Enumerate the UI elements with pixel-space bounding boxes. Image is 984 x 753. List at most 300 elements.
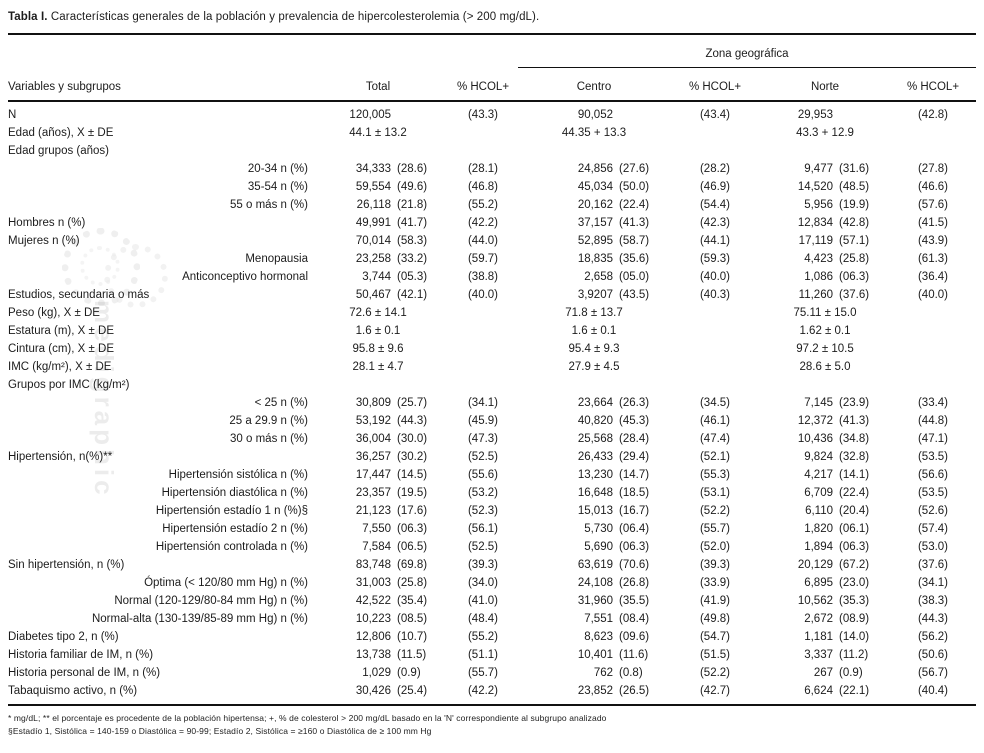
cell-centro [518,268,670,286]
cell-centro [518,286,670,304]
cell-norte-hcol: (33.4) [917,397,949,409]
table-row [8,124,976,142]
cell-centro [518,376,670,394]
cell-norte-percent: (06.1) [839,523,870,535]
cell-centro-hcol: (34.5) [699,397,731,409]
cell-centro-hcol: (53.1) [699,487,731,499]
row-label: Historia familiar de IM, n (%) [8,649,154,661]
cell-total-value: 70,014 [355,235,391,247]
cell-centro-value: 762 [593,667,613,679]
cell-total-hcol: (48.4) [467,613,499,625]
cell-norte [760,520,890,538]
row-label: 35-54 n (%) [247,181,308,193]
cell-total-hcol: (59.7) [467,253,499,265]
cell-norte-value: 6,624 [804,685,833,697]
cell-norte-percent: (08.9) [839,613,870,625]
cell-norte [760,268,890,286]
row-label: Estatura (m), X ± DE [8,325,114,337]
cell-total-value: 13,738 [355,649,391,661]
cell-total-hcol: (41.0) [467,595,499,607]
cell-norte-hcol: (37.6) [917,559,949,571]
cell-norte-hcol: (44.3) [917,613,949,625]
cell-centro [518,232,670,250]
cell-total [308,394,448,412]
cell-total-hcol [448,304,518,322]
cell-norte [760,592,890,610]
cell-norte-percent: (06.3) [839,541,870,553]
row-label: Mujeres n (%) [8,235,80,247]
cell-centro [518,484,670,502]
cell-total-percent: (25.4) [397,685,428,697]
cell-norte [760,286,890,304]
cell-norte-value: 1,181 [804,631,833,643]
table-row [8,466,976,484]
cell-norte-hcol: (56.2) [917,631,949,643]
cell-centro-hcol [670,142,760,160]
cell-norte-percent: (31.6) [839,163,870,175]
cell-centro [518,520,670,538]
cell-norte-value: 1,820 [804,523,833,535]
cell-total-value: 50,467 [355,289,391,301]
cell-centro-percent: (08.4) [619,613,650,625]
cell-centro-percent: (14.7) [619,469,650,481]
cell-centro-hcol [670,340,760,358]
cell-norte [760,106,890,124]
table-row [8,358,976,376]
row-label: 30 o más n (%) [230,433,308,445]
cell-total: 1.6 ± 0.1 [355,325,401,337]
cell-norte-percent: (0.9) [839,667,863,679]
column-header-variables: Variables y subgrupos [8,81,121,93]
cell-total [308,142,448,160]
cell-norte: 97.2 ± 10.5 [796,343,854,355]
cell-total-percent: (44.3) [397,415,428,427]
cell-total [308,466,448,484]
row-label: 55 o más n (%) [230,199,308,211]
cell-total-hcol [448,142,518,160]
cell-centro [518,610,670,628]
cell-norte [760,430,890,448]
cell-norte-hcol: (56.7) [917,667,949,679]
cell-centro-hcol: (33.9) [699,577,731,589]
cell-centro-value: 25,568 [577,433,613,445]
table-row [8,502,976,520]
cell-norte [760,250,890,268]
cell-total: 95.8 ± 9.6 [352,343,404,355]
table-row [8,448,976,466]
cell-norte: 43.3 + 12.9 [796,127,854,139]
cell-total-percent [397,106,448,124]
cell-centro [518,466,670,484]
cell-centro [518,646,670,664]
cell-total-value: 7,550 [362,523,391,535]
cell-norte-hcol: (44.8) [917,415,949,427]
cell-norte-value: 12,372 [797,415,833,427]
cell-centro-value: 13,230 [577,469,613,481]
cell-centro-hcol: (41.9) [699,595,731,607]
cell-total-percent: (42.1) [397,289,428,301]
cell-norte-hcol [890,358,976,376]
cell-centro-percent: (06.3) [619,541,650,553]
cell-norte-percent: (23.9) [839,397,870,409]
cell-total-hcol: (52.5) [467,451,499,463]
cell-norte [760,556,890,574]
row-label: Hombres n (%) [8,217,86,229]
cell-centro-percent: (06.4) [619,523,650,535]
cell-centro-value: 26,433 [577,451,613,463]
cell-total [308,286,448,304]
footnote-line: * mg/dL; ** el porcentaje es procedente de la población hipertensa; +, % de colesterol > 200 mg/dL basado en la 'N' correspondiente al subgrupo analizado [8,713,607,723]
cell-norte [760,232,890,250]
cell-total-percent: (06.5) [397,541,428,553]
cell-total [308,178,448,196]
cell-total: 44.1 ± 13.2 [349,127,407,139]
cell-total-percent: (14.5) [397,469,428,481]
cell-norte-hcol: (53.5) [917,487,949,499]
cell-total-hcol: (44.0) [467,235,499,247]
cell-total-hcol: (55.6) [467,469,499,481]
cell-centro-value: 15,013 [577,505,613,517]
cell-total-value: 30,426 [355,685,391,697]
cell-centro-hcol: (42.7) [699,685,731,697]
cell-norte-percent: (22.1) [839,685,870,697]
cell-norte-value: 11,260 [798,289,833,301]
cell-total-value: 30,809 [355,397,391,409]
cell-centro-percent: (11.6) [619,649,649,661]
cell-norte-percent [839,106,890,124]
cell-centro-percent: (27.6) [619,163,650,175]
page-title [8,10,976,24]
cell-total-percent: (19.5) [397,487,428,499]
cell-total-percent: (49.6) [397,181,428,193]
row-label: < 25 n (%) [254,397,308,409]
cell-total [308,520,448,538]
cell-centro [518,412,670,430]
cell-total [308,556,448,574]
cell-norte [760,178,890,196]
cell-centro-percent: (45.3) [619,415,650,427]
cell-total [308,412,448,430]
cell-total-value: 21,123 [355,505,391,517]
cell-centro: 71.8 ± 13.7 [565,307,623,319]
cell-total [308,502,448,520]
cell-total-hcol: (40.0) [467,289,499,301]
table-row [8,250,976,268]
cell-centro-hcol: (28.2) [699,163,731,175]
cell-norte-hcol: (43.9) [917,235,949,247]
cell-centro-hcol: (40.3) [699,289,731,301]
cell-total [308,268,448,286]
table-row [8,520,976,538]
column-group-zona-geografica: Zona geográfica [518,48,976,68]
cell-centro [518,250,670,268]
cell-centro-percent [619,142,670,160]
table-row [8,556,976,574]
cell-total-hcol [448,358,518,376]
cell-norte [760,376,890,394]
cell-total-hcol: (45.9) [467,415,499,427]
cell-total-hcol: (39.3) [467,559,499,571]
cell-total-hcol: (28.1) [467,163,499,175]
cell-centro-hcol: (55.7) [699,523,731,535]
cell-centro-value: 90,052 [577,109,613,121]
cell-norte-value: 10,562 [797,595,833,607]
cell-centro-percent: (26.8) [619,577,650,589]
cell-total-percent: (28.6) [397,163,428,175]
cell-norte-hcol [890,340,976,358]
cell-norte-value: 2,672 [804,613,833,625]
table-body [8,106,976,700]
cell-total-value: 34,333 [355,163,391,175]
cell-norte: 1.62 ± 0.1 [799,325,851,337]
cell-norte [760,646,890,664]
cell-total-hcol: (53.2) [467,487,499,499]
cell-centro-percent: (16.7) [619,505,650,517]
cell-norte-hcol: (47.1) [917,433,949,445]
cell-total-hcol: (34.0) [467,577,499,589]
table-row [8,664,976,682]
cell-norte-percent: (32.8) [839,451,870,463]
cell-total: 28.1 ± 4.7 [352,361,404,373]
cell-total-hcol [448,376,518,394]
cell-norte [760,394,890,412]
column-header-pct-hcol-total: % HCOL+ [456,81,510,93]
cell-norte-percent: (42.8) [839,217,870,229]
cell-centro: 44.35 + 13.3 [561,127,627,139]
cell-centro [518,628,670,646]
cell-centro [518,574,670,592]
cell-centro: 1.6 ± 0.1 [571,325,617,337]
cell-norte-value: 17,119 [798,235,833,247]
cell-norte-value: 4,217 [804,469,833,481]
cell-total-percent: (08.5) [397,613,428,625]
table-row [8,412,976,430]
cell-total [308,106,448,124]
cell-norte-hcol: (50.6) [917,649,949,661]
cell-total-hcol: (38.8) [467,271,499,283]
cell-norte-hcol: (41.5) [917,217,949,229]
cell-norte-percent: (20.4) [839,505,870,517]
cell-centro-value: 7,551 [584,613,613,625]
cell-total-hcol: (52.3) [467,505,499,517]
cell-total [308,646,448,664]
cell-norte-percent: (19.9) [839,199,870,211]
table-caption: Características generales de la población y prevalencia de hipercolesterolemia (> 200 mg/dL). [47,11,540,23]
cell-total [308,196,448,214]
cell-total-value: 31,003 [355,577,391,589]
cell-centro-hcol: (44.1) [699,235,731,247]
cell-norte-percent: (48.5) [839,181,870,193]
cell-centro-value: 37,157 [577,217,613,229]
cell-norte-percent: (11.2) [839,649,869,661]
cell-norte-percent: (67.2) [839,559,870,571]
table-row [8,646,976,664]
cell-norte-value: 6,709 [804,487,833,499]
cell-centro-percent: (29.4) [619,451,650,463]
footnotes [8,712,976,737]
table-row [8,106,976,124]
cell-centro-percent: (22.4) [619,199,650,211]
row-label: Cintura (cm), X ± DE [8,343,114,355]
cell-norte-hcol: (53.0) [917,541,949,553]
cell-norte-hcol [890,376,976,394]
row-label: Historia personal de IM, n (%) [8,667,161,679]
cell-total-hcol: (55.2) [467,199,499,211]
cell-centro-value: 23,664 [577,397,613,409]
cell-centro-hcol: (39.3) [699,559,731,571]
cell-total-percent: (58.3) [397,235,428,247]
cell-centro-hcol [670,304,760,322]
row-label: Grupos por IMC (kg/m²) [8,379,130,391]
cell-total-percent: (41.7) [397,217,428,229]
cell-centro-percent: (05.0) [619,271,650,283]
cell-total-hcol [448,322,518,340]
cell-total-hcol: (43.3) [467,109,499,121]
cell-norte-value: 1,086 [804,271,833,283]
cell-centro-value: 63,619 [577,559,613,571]
cell-total-value: 1,029 [362,667,391,679]
cell-norte-value: 9,477 [804,163,833,175]
cell-norte-hcol: (40.4) [917,685,949,697]
cell-norte [760,160,890,178]
table-row [8,682,976,700]
row-label: Edad (años), X ± DE [8,127,114,139]
cell-norte-hcol: (42.8) [917,109,949,121]
cell-centro: 27.9 ± 4.5 [568,361,620,373]
cell-total-hcol: (52.5) [467,541,499,553]
row-label: Tabaquismo activo, n (%) [8,685,138,697]
cell-total-hcol: (51.1) [467,649,499,661]
cell-norte-hcol: (57.6) [917,199,949,211]
cell-norte-hcol: (38.3) [917,595,949,607]
cell-centro [518,196,670,214]
cell-centro-percent: (35.6) [619,253,650,265]
cell-total-value: 53,192 [355,415,391,427]
cell-total [308,430,448,448]
cell-norte-hcol [890,142,976,160]
cell-centro-hcol: (54.4) [699,199,731,211]
cell-norte-percent: (06.3) [839,271,870,283]
cell-norte [760,214,890,232]
footnote-line: §Estadío 1, Sistólica = 140-159 o Diastólica = 90-99; Estadío 2, Sistólica = ≥160 o Diastólica de ≥ 100 mm Hg [8,725,432,736]
cell-norte [760,412,890,430]
cell-centro-percent: (35.5) [619,595,650,607]
cell-centro-hcol: (51.5) [699,649,731,661]
cell-total-value: 3,744 [362,271,391,283]
cell-centro-value: 24,856 [577,163,613,175]
cell-centro-percent: (28.4) [619,433,650,445]
column-header-total: Total [365,81,391,93]
cell-norte-hcol [890,322,976,340]
cell-norte-percent: (37.6) [839,289,870,301]
cell-total-percent: (11.5) [397,649,427,661]
cell-norte-hcol: (36.4) [917,271,949,283]
cell-total-value: 36,004 [355,433,391,445]
cell-total-percent: (10.7) [397,631,428,643]
cell-norte-value: 6,895 [804,577,833,589]
cell-total-hcol: (42.2) [467,217,499,229]
cell-total-percent [397,376,448,394]
cell-centro-value: 45,034 [577,181,613,193]
cell-norte-percent [839,376,890,394]
cell-norte-percent: (34.8) [839,433,870,445]
row-label: Sin hipertensión, n (%) [8,559,125,571]
cell-centro [518,538,670,556]
table-row [8,610,976,628]
row-label: Estudios, secundaria o más [8,289,150,301]
column-header-pct-hcol-centro: % HCOL+ [688,81,742,93]
cell-centro [518,664,670,682]
table-row [8,178,976,196]
cell-total-value: 36,257 [355,451,391,463]
cell-centro-hcol [670,124,760,142]
cell-total-hcol: (56.1) [467,523,499,535]
cell-norte-hcol: (61.3) [917,253,949,265]
cell-total [308,538,448,556]
cell-total [308,574,448,592]
cell-centro-percent: (09.6) [619,631,650,643]
cell-centro-percent: (43.5) [619,289,650,301]
row-label: Edad grupos (años) [8,145,110,157]
cell-centro-value: 8,623 [584,631,613,643]
table-row [8,340,976,358]
cell-centro-hcol: (40.0) [699,271,731,283]
cell-centro-value: 23,852 [577,685,613,697]
cell-total-percent: (69.8) [397,559,428,571]
cell-centro-hcol [670,358,760,376]
table-row [8,376,976,394]
cell-norte-percent: (14.1) [839,469,870,481]
cell-norte-percent: (41.3) [839,415,870,427]
cell-centro-value: 24,108 [577,577,613,589]
cell-total-percent: (25.7) [397,397,428,409]
cell-centro-hcol: (46.9) [699,181,731,193]
cell-total-value [308,376,391,394]
table-row [8,214,976,232]
cell-centro-hcol: (52.0) [699,541,731,553]
table-row [8,430,976,448]
cell-total-value: 12,806 [355,631,391,643]
cell-norte [760,682,890,700]
cell-centro-percent [619,376,670,394]
cell-norte-percent: (25.8) [839,253,870,265]
cell-norte-value: 267 [813,667,833,679]
cell-total-percent: (21.8) [397,199,428,211]
row-label: Hipertensión sistólica n (%) [168,469,308,481]
cell-total [308,628,448,646]
cell-centro [518,394,670,412]
cell-norte-value: 12,834 [797,217,833,229]
cell-centro-value: 18,835 [577,253,613,265]
table-header [8,35,976,102]
cell-total-value: 23,357 [355,487,391,499]
cell-centro-percent: (18.5) [619,487,650,499]
cell-norte-percent: (35.3) [839,595,870,607]
cell-total-value: 49,991 [355,217,391,229]
row-label: Diabetes tipo 2, n (%) [8,631,119,643]
cell-total-percent: (35.4) [397,595,428,607]
table-row [8,628,976,646]
cell-total [308,214,448,232]
cell-centro-percent: (0.8) [619,667,643,679]
cell-centro-value [518,142,613,160]
table-row [8,322,976,340]
cell-centro-value: 52,895 [577,235,613,247]
column-header-pct-hcol-norte: % HCOL+ [906,81,960,93]
row-label: 20-34 n (%) [247,163,308,175]
row-label: Hipertensión, n(%)** [8,451,113,463]
cell-centro-hcol [670,322,760,340]
